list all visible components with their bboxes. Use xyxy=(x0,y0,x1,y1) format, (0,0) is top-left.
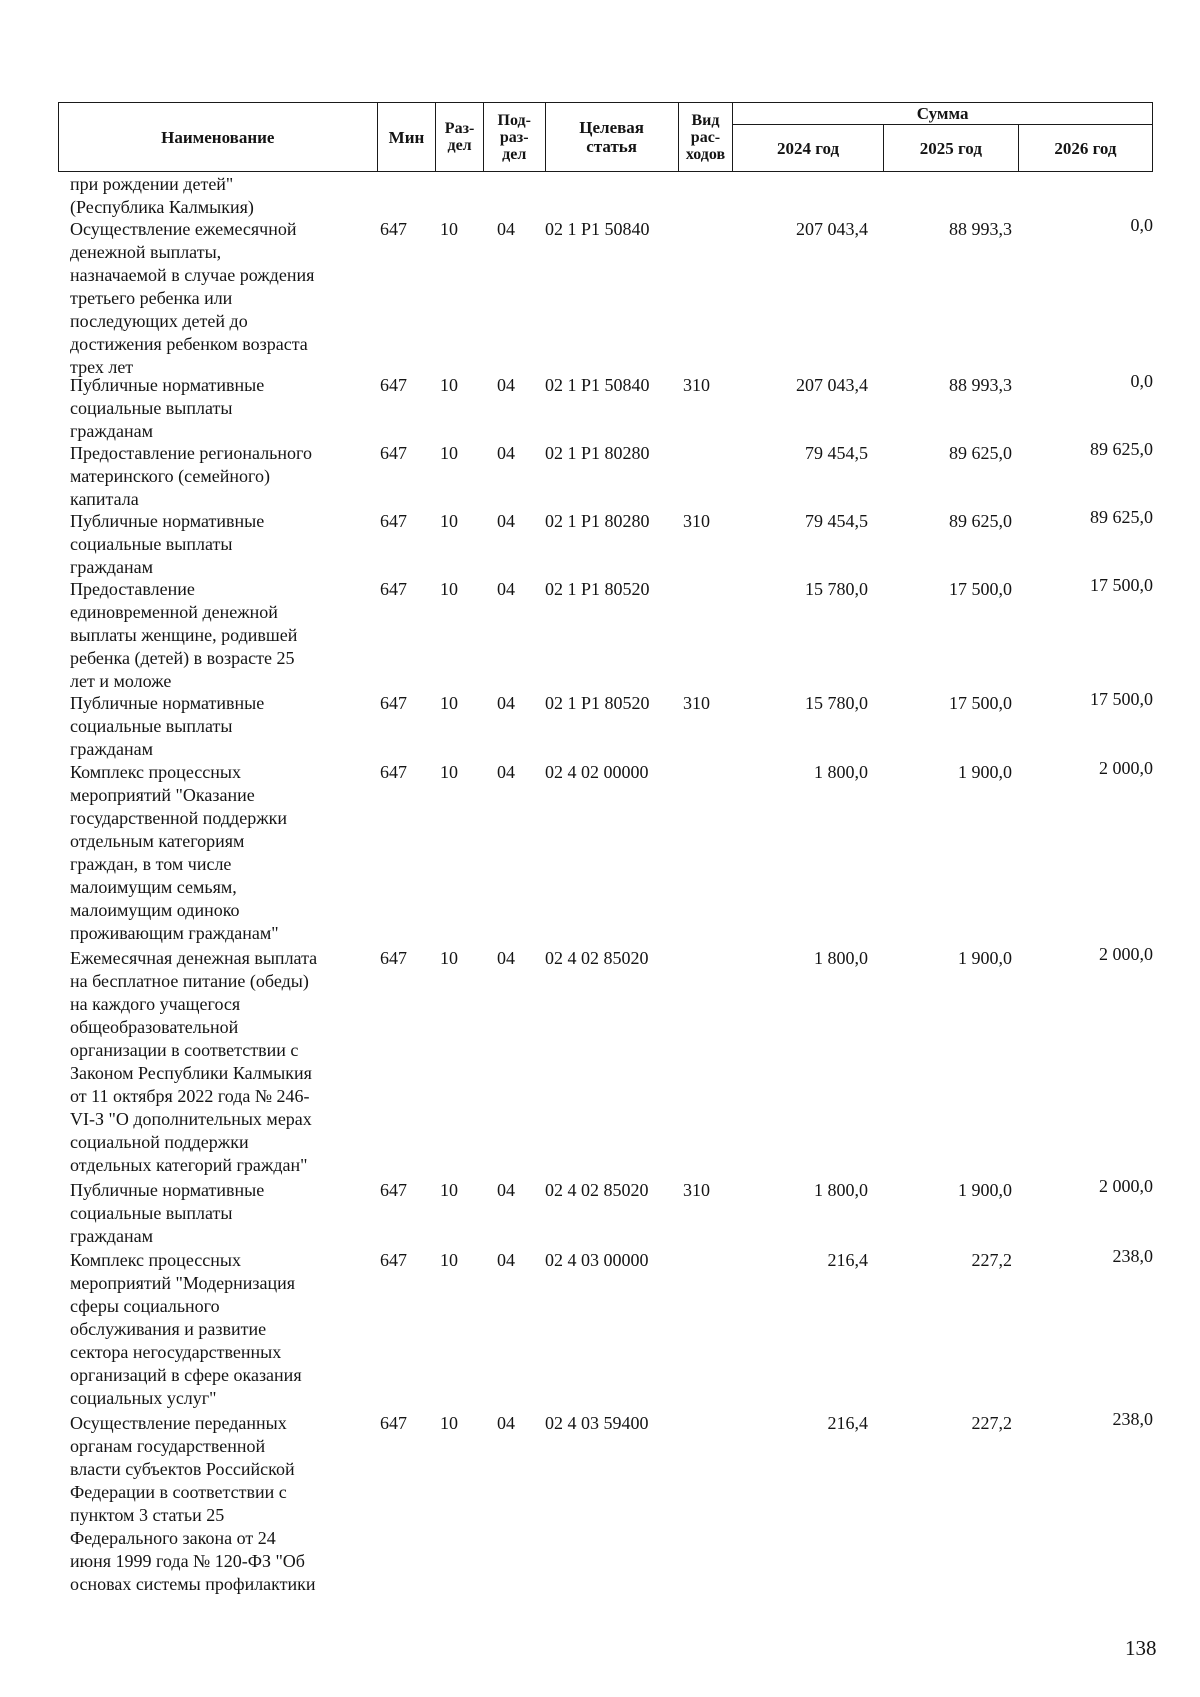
row-vid: 310 xyxy=(683,1180,710,1200)
header-2026: 2026 год xyxy=(1018,125,1152,172)
row-2025: 227,2 xyxy=(971,1250,1012,1270)
row-razdel: 10 xyxy=(440,219,458,239)
row-2026: 2 000,0 xyxy=(1099,1176,1153,1196)
header-podrazdel: Под- раз- дел xyxy=(483,103,545,172)
row-min: 647 xyxy=(380,219,407,239)
row-name: Осуществление ежемесячной денежной выплаты, назначаемой в случае рождения третьего ребенка или последующих детей до достижения ребенком возраста трех лет xyxy=(70,219,315,377)
row-2025: 89 625,0 xyxy=(949,443,1012,463)
row-min: 647 xyxy=(380,1413,407,1433)
row-podrazdel: 04 xyxy=(497,1250,515,1270)
row-name: Публичные нормативные социальные выплаты гражданам xyxy=(70,1180,265,1246)
row-name: при рождении детей" (Республика Калмыкия) xyxy=(70,174,254,217)
row-min: 647 xyxy=(380,443,407,463)
row-vid: 310 xyxy=(683,375,710,395)
row-podrazdel: 04 xyxy=(497,219,515,239)
row-razdel: 10 xyxy=(440,511,458,531)
row-podrazdel: 04 xyxy=(497,948,515,968)
row-name: Осуществление переданных органам государственной власти субъектов Российской Федерации в соответствии с пунктом 3 статьи 25 Федерального закона от 24 июня 1999 года № 120-ФЗ "Об основах системы профилактики xyxy=(70,1413,316,1594)
row-razdel: 10 xyxy=(440,693,458,713)
row-2026: 2 000,0 xyxy=(1099,944,1153,964)
row-podrazdel: 04 xyxy=(497,443,515,463)
row-celevaya: 02 1 P1 50840 xyxy=(545,375,650,395)
header-razdel: Раз- дел xyxy=(436,103,483,172)
row-min: 647 xyxy=(380,375,407,395)
row-2026: 89 625,0 xyxy=(1090,439,1153,459)
row-name: Предоставление единовременной денежной выплаты женщине, родившей ребенка (детей) в возрасте 25 лет и моложе xyxy=(70,579,298,691)
row-2024: 15 780,0 xyxy=(805,579,868,599)
row-podrazdel: 04 xyxy=(497,1180,515,1200)
row-min: 647 xyxy=(380,948,407,968)
row-2025: 88 993,3 xyxy=(949,219,1012,239)
header-vid: Вид рас- ходов xyxy=(678,103,733,172)
row-2025: 88 993,3 xyxy=(949,375,1012,395)
row-2024: 1 800,0 xyxy=(814,1180,868,1200)
row-2025: 17 500,0 xyxy=(949,579,1012,599)
row-2026: 238,0 xyxy=(1112,1246,1153,1266)
row-2024: 207 043,4 xyxy=(796,219,868,239)
row-min: 647 xyxy=(380,579,407,599)
row-2025: 1 900,0 xyxy=(958,762,1012,782)
row-2026: 17 500,0 xyxy=(1090,689,1153,709)
row-celevaya: 02 4 03 59400 xyxy=(545,1413,649,1433)
row-razdel: 10 xyxy=(440,1180,458,1200)
row-celevaya: 02 1 P1 50840 xyxy=(545,219,650,239)
row-celevaya: 02 1 P1 80520 xyxy=(545,579,650,599)
row-2024: 1 800,0 xyxy=(814,948,868,968)
row-2025: 17 500,0 xyxy=(949,693,1012,713)
header-celevaya: Целевая статья xyxy=(545,103,678,172)
header-summa: Сумма xyxy=(733,103,1153,125)
row-2024: 79 454,5 xyxy=(805,443,868,463)
row-2026: 89 625,0 xyxy=(1090,507,1153,527)
row-min: 647 xyxy=(380,1180,407,1200)
row-razdel: 10 xyxy=(440,948,458,968)
row-2024: 1 800,0 xyxy=(814,762,868,782)
row-2026: 238,0 xyxy=(1112,1409,1153,1429)
row-podrazdel: 04 xyxy=(497,693,515,713)
row-name: Публичные нормативные социальные выплаты гражданам xyxy=(70,693,265,759)
row-vid: 310 xyxy=(683,511,710,531)
row-podrazdel: 04 xyxy=(497,511,515,531)
row-podrazdel: 04 xyxy=(497,579,515,599)
row-celevaya: 02 1 P1 80520 xyxy=(545,693,650,713)
row-2025: 1 900,0 xyxy=(958,1180,1012,1200)
row-2026: 0,0 xyxy=(1130,371,1153,391)
row-razdel: 10 xyxy=(440,762,458,782)
row-name: Ежемесячная денежная выплата на бесплатное питание (обеды) на каждого учащегося общеобразовательной организации в соответствии с Законом Республики Калмыкия от 11 октября 2022 года № 246- VI-З "О дополнительных мерах социальной поддержки отдельных категорий граждан" xyxy=(70,948,318,1175)
row-name: Публичные нормативные социальные выплаты гражданам xyxy=(70,511,265,577)
row-razdel: 10 xyxy=(440,375,458,395)
header-name: Наименование xyxy=(59,103,378,172)
row-celevaya: 02 1 P1 80280 xyxy=(545,443,650,463)
row-celevaya: 02 4 02 85020 xyxy=(545,1180,649,1200)
row-min: 647 xyxy=(380,511,407,531)
row-2025: 1 900,0 xyxy=(958,948,1012,968)
row-celevaya: 02 1 P1 80280 xyxy=(545,511,650,531)
row-2024: 79 454,5 xyxy=(805,511,868,531)
row-2026: 17 500,0 xyxy=(1090,575,1153,595)
header-min: Мин xyxy=(377,103,436,172)
row-razdel: 10 xyxy=(440,443,458,463)
row-2024: 207 043,4 xyxy=(796,375,868,395)
header-2024: 2024 год xyxy=(733,125,884,172)
row-2026: 2 000,0 xyxy=(1099,758,1153,778)
table-header xyxy=(58,102,1153,172)
row-podrazdel: 04 xyxy=(497,762,515,782)
row-name: Комплекс процессных мероприятий "Оказание государственной поддержки отдельным категориям граждан, в том числе малоимущим семьям, малоимущим одиноко проживающим гражданам" xyxy=(70,762,288,943)
row-min: 647 xyxy=(380,693,407,713)
row-2024: 216,4 xyxy=(827,1250,868,1270)
row-2024: 15 780,0 xyxy=(805,693,868,713)
row-razdel: 10 xyxy=(440,1413,458,1433)
row-2025: 227,2 xyxy=(971,1413,1012,1433)
row-name: Публичные нормативные социальные выплаты гражданам xyxy=(70,375,265,441)
row-min: 647 xyxy=(380,762,407,782)
row-name: Комплекс процессных мероприятий "Модернизация сферы социального обслуживания и развитие сектора негосударственных организаций в сфере оказания социальных услуг" xyxy=(70,1250,302,1408)
row-vid: 310 xyxy=(683,693,710,713)
row-podrazdel: 04 xyxy=(497,1413,515,1433)
row-2024: 216,4 xyxy=(827,1413,868,1433)
row-celevaya: 02 4 02 00000 xyxy=(545,762,649,782)
row-name: Предоставление регионального материнского (семейного) капитала xyxy=(70,443,312,509)
row-2026: 0,0 xyxy=(1130,215,1153,235)
row-razdel: 10 xyxy=(440,1250,458,1270)
row-celevaya: 02 4 03 00000 xyxy=(545,1250,649,1270)
row-celevaya: 02 4 02 85020 xyxy=(545,948,649,968)
page-number: 138 xyxy=(1125,1636,1157,1660)
row-2025: 89 625,0 xyxy=(949,511,1012,531)
row-razdel: 10 xyxy=(440,579,458,599)
row-podrazdel: 04 xyxy=(497,375,515,395)
row-min: 647 xyxy=(380,1250,407,1270)
header-2025: 2025 год xyxy=(883,125,1018,172)
